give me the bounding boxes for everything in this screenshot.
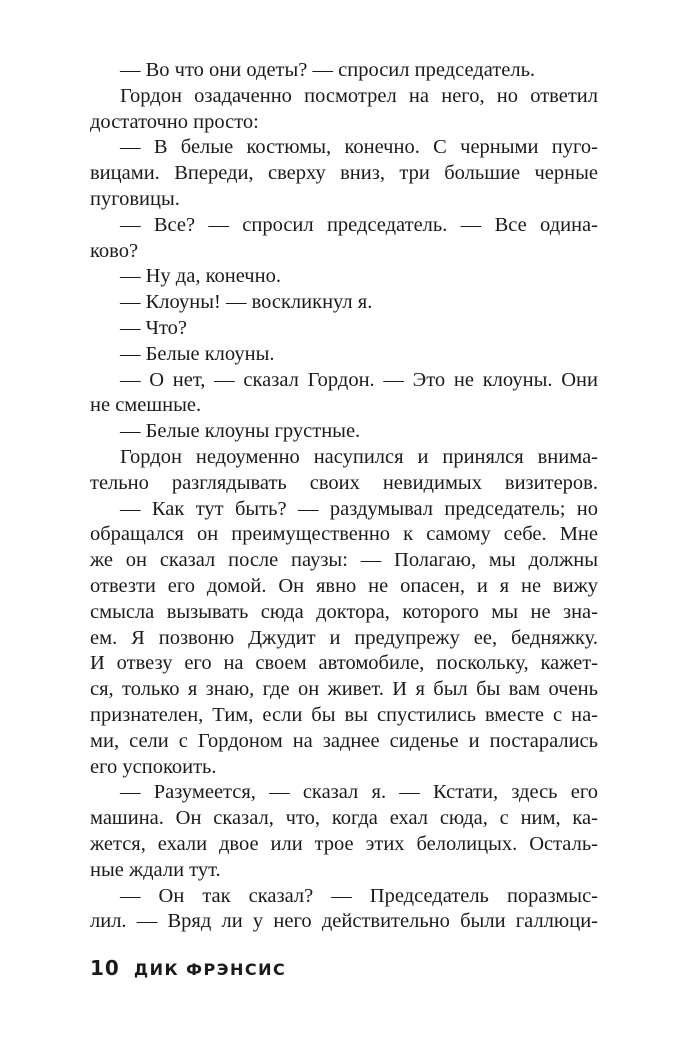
text-line: — В белые костюмы, конечно. С черными пуго- xyxy=(120,136,598,159)
text-line: ся, только я знаю, где он живет. И я был бы вам очень xyxy=(90,678,598,701)
text-line: — Все? — спросил председатель. — Все одина- xyxy=(120,213,598,236)
text-line: — Что? xyxy=(120,316,187,339)
page-footer xyxy=(90,956,286,978)
text-line: — Он так сказал? — Председатель поразмыс- xyxy=(120,884,598,907)
text-line: признателен, Тим, если бы вы спустились вместе с на- xyxy=(90,703,598,726)
text-line: — Как тут быть? — раздумывал председатель; но xyxy=(120,497,598,520)
text-line: ково? xyxy=(90,239,139,262)
text-line: И отвезу его на своем автомобиле, поскольку, кажет- xyxy=(90,652,598,675)
text-line: машина. Он сказал, что, когда ехал сюда, с ним, ка- xyxy=(90,807,598,830)
text-line: ем. Я позвоню Джудит и предупрежу ее, бедняжку. xyxy=(90,626,598,649)
text-line: тельно разглядывать своих невидимых визитеров. xyxy=(90,471,598,494)
text-line: ные ждали тут. xyxy=(90,858,221,881)
text-line: Гордон озадаченно посмотрел на него, но ответил xyxy=(120,84,598,107)
text-line: Гордон недоуменно насупился и принялся внима- xyxy=(120,445,598,468)
text-line: — Разумеется, — сказал я. — Кстати, здесь его xyxy=(120,781,598,804)
text-line: отвезти его домой. Он явно не опасен, и я не вижу xyxy=(90,574,598,597)
text-line: — О нет, — сказал Гордон. — Это не клоуны. Они xyxy=(120,368,598,391)
text-line: лил. — Вряд ли у него действительно были галлюци- xyxy=(90,910,598,933)
text-line: же он сказал после паузы: — Полагаю, мы должны xyxy=(90,549,598,572)
text-line: — Белые клоуны. xyxy=(120,342,275,365)
text-line: — Клоуны! — воскликнул я. xyxy=(120,291,373,314)
text-line: обращался он преимущественно к самому себе. Мне xyxy=(90,523,598,546)
text-line: — Белые клоуны грустные. xyxy=(120,420,361,443)
text-line: достаточно просто: xyxy=(90,110,259,133)
text-line: — Ну да, конечно. xyxy=(120,265,281,288)
text-line: пуговицы. xyxy=(90,187,180,210)
page-number: 10 xyxy=(90,956,120,980)
text-line: ми, сели с Гордоном на заднее сиденье и постарались xyxy=(90,729,598,752)
text-line: — Во что они одеты? — спросил председатель. xyxy=(120,59,536,81)
running-head-author: ДИК ФРЭНСИС xyxy=(133,960,287,979)
text-line: смысла вызывать сюда доктора, которого мы не зна- xyxy=(90,600,598,623)
text-line: жется, ехали двое или трое этих белолицых. Осталь- xyxy=(90,832,598,855)
body-text xyxy=(90,58,598,935)
text-line: не смешные. xyxy=(90,394,202,417)
text-line: его успокоить. xyxy=(90,755,217,778)
text-line: вицами. Впереди, сверху вниз, три большие черные xyxy=(90,162,598,185)
